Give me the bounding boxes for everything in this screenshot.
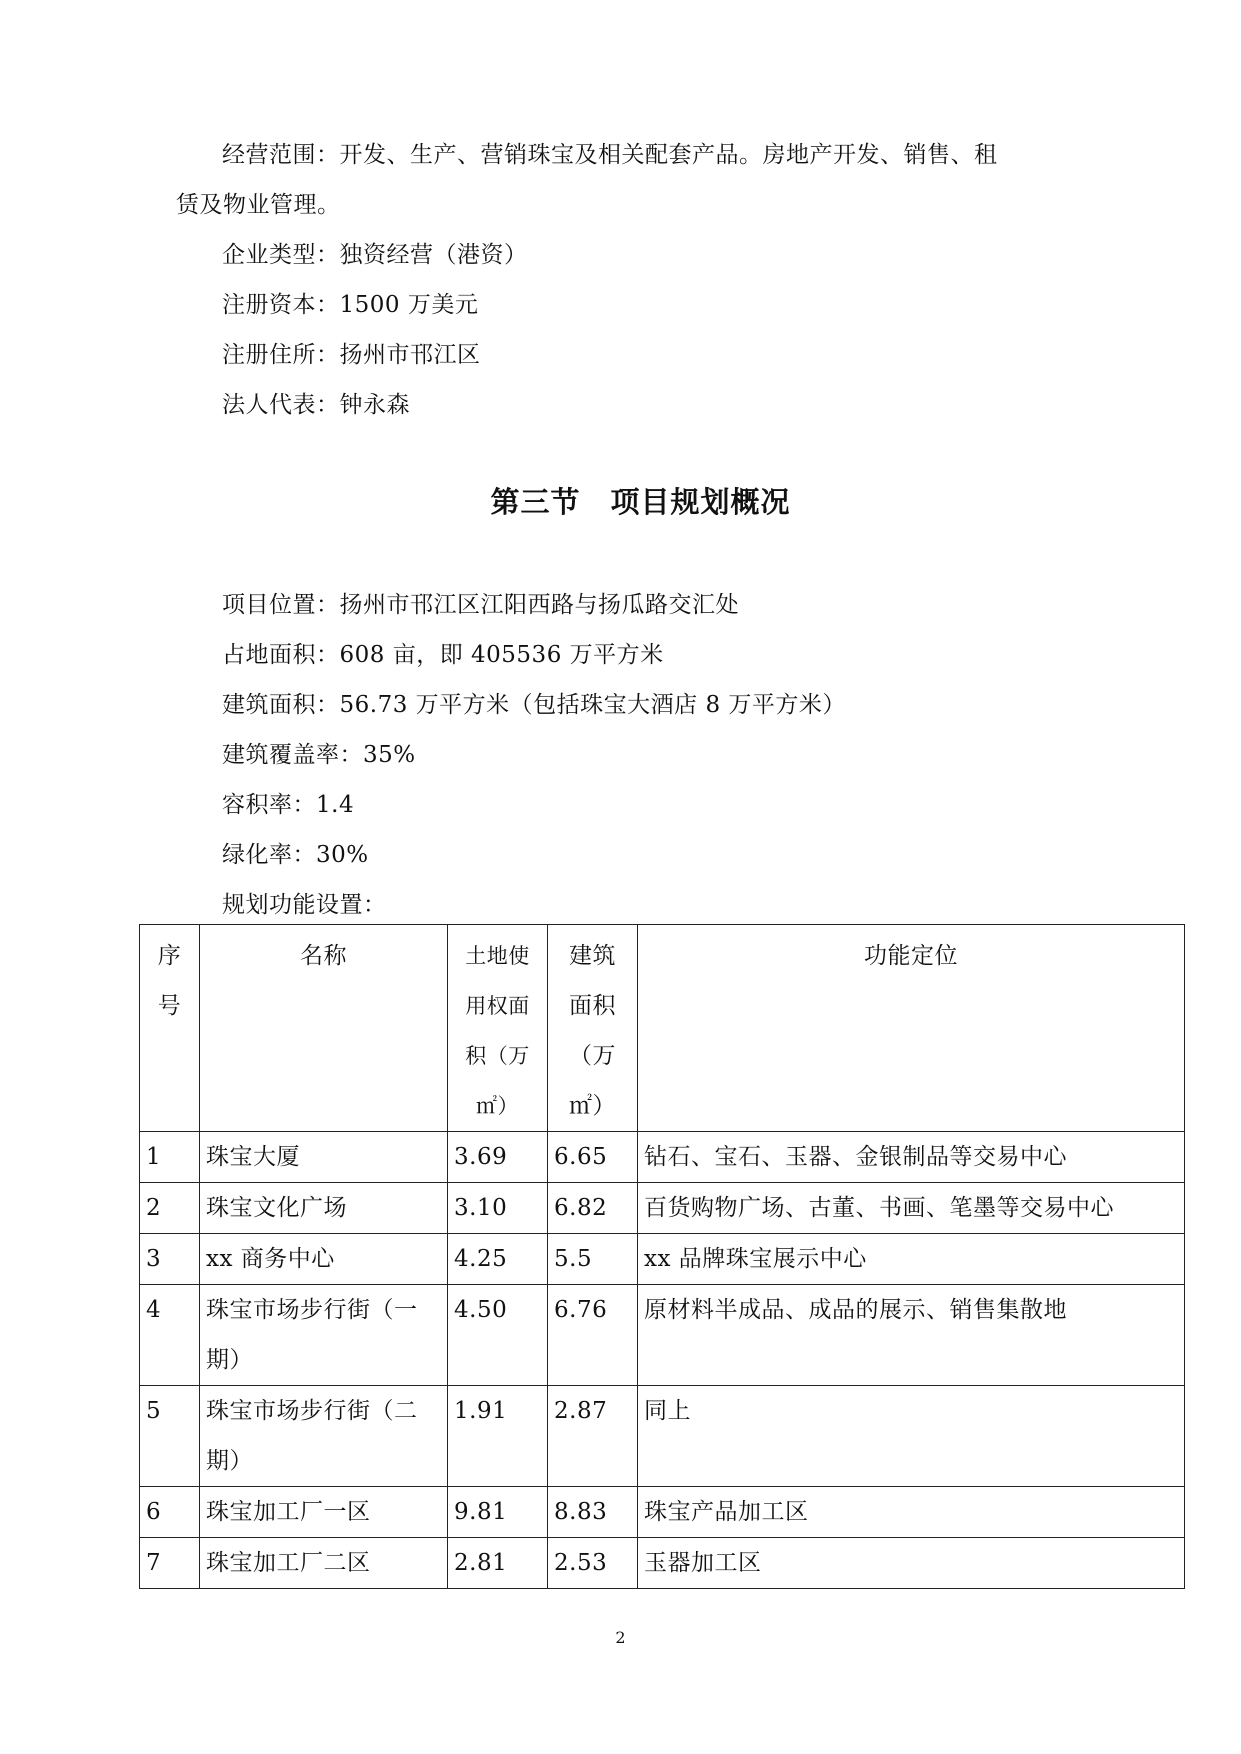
cell-function: 百货购物广场、古董、书画、笔墨等交易中心 [638,1183,1185,1234]
table-header-row [140,925,1185,1132]
cell-building-area: 6.82 [548,1183,638,1234]
header-name: 名称 [200,925,448,1132]
greening-ratio: 绿化率：30% [222,842,369,868]
table-row [140,1132,1185,1183]
cell-name: 珠宝加工厂二区 [200,1538,448,1589]
cell-serial: 4 [140,1285,200,1386]
cell-land-area: 1.91 [448,1386,548,1487]
page-number: 2 [615,1628,626,1647]
table-row [140,1386,1185,1487]
legal-representative: 法人代表：钟永森 [222,392,410,418]
coverage-ratio: 建筑覆盖率：35% [222,742,416,768]
project-location: 项目位置：扬州市邗江区江阳西路与扬瓜路交汇处 [222,592,739,618]
cell-serial: 6 [140,1487,200,1538]
cell-building-area: 6.65 [548,1132,638,1183]
header-function: 功能定位 [638,925,1185,1132]
cell-name: 珠宝市场步行街（一 期） [200,1285,448,1386]
header-land-area: 土地使 用权面 积（万 ㎡） [448,925,548,1132]
cell-function: xx 品牌珠宝展示中心 [638,1234,1185,1285]
land-area: 占地面积：608 亩，即 405536 万平方米 [222,642,664,668]
cell-land-area: 4.25 [448,1234,548,1285]
cell-building-area: 2.53 [548,1538,638,1589]
function-setup-label: 规划功能设置： [222,892,387,918]
table-row [140,1487,1185,1538]
cell-function: 原材料半成品、成品的展示、销售集散地 [638,1285,1185,1386]
business-scope-line1: 经营范围：开发、生产、营销珠宝及相关配套产品。房地产开发、销售、租 [222,142,998,168]
registered-capital: 注册资本：1500 万美元 [222,292,479,318]
section-heading: 第三节 项目规划概况 [490,485,791,519]
cell-land-area: 3.69 [448,1132,548,1183]
cell-name: 珠宝大厦 [200,1132,448,1183]
cell-serial: 1 [140,1132,200,1183]
cell-function: 钻石、宝石、玉器、金银制品等交易中心 [638,1132,1185,1183]
header-serial: 序 号 [140,925,200,1132]
cell-name: 珠宝市场步行街（二 期） [200,1386,448,1487]
header-building-area: 建筑 面积 （万 ㎡） [548,925,638,1132]
plot-ratio: 容积率：1.4 [222,792,355,818]
cell-building-area: 2.87 [548,1386,638,1487]
cell-land-area: 2.81 [448,1538,548,1589]
cell-name: 珠宝文化广场 [200,1183,448,1234]
cell-function: 玉器加工区 [638,1538,1185,1589]
cell-function: 珠宝产品加工区 [638,1487,1185,1538]
function-planning-table [139,924,1185,1589]
cell-land-area: 4.50 [448,1285,548,1386]
cell-building-area: 8.83 [548,1487,638,1538]
cell-building-area: 5.5 [548,1234,638,1285]
cell-land-area: 3.10 [448,1183,548,1234]
business-scope-line2: 赁及物业管理。 [176,192,341,218]
cell-serial: 2 [140,1183,200,1234]
cell-serial: 7 [140,1538,200,1589]
building-area: 建筑面积：56.73 万平方米（包括珠宝大酒店 8 万平方米） [222,692,846,718]
cell-name: xx 商务中心 [200,1234,448,1285]
table-row [140,1538,1185,1589]
cell-function: 同上 [638,1386,1185,1487]
cell-serial: 3 [140,1234,200,1285]
table-row [140,1183,1185,1234]
registered-address: 注册住所：扬州市邗江区 [222,342,481,368]
table-row [140,1234,1185,1285]
company-type: 企业类型：独资经营（港资） [222,242,528,268]
cell-name: 珠宝加工厂一区 [200,1487,448,1538]
cell-land-area: 9.81 [448,1487,548,1538]
table-row [140,1285,1185,1386]
cell-building-area: 6.76 [548,1285,638,1386]
cell-serial: 5 [140,1386,200,1487]
